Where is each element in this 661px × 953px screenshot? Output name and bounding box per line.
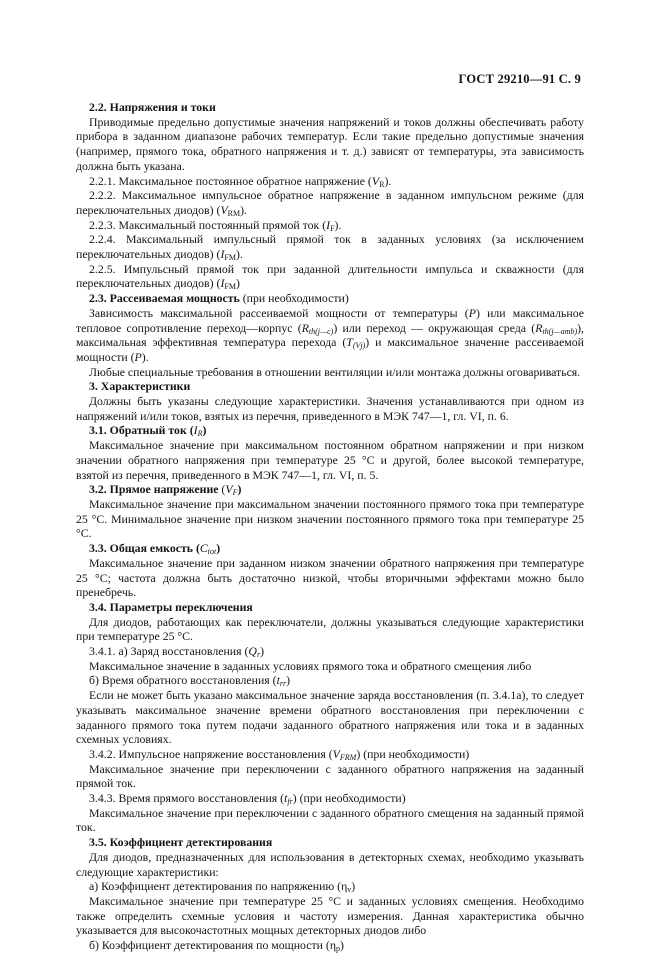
section-3-2-title: 3.2. Прямое напряжение $(V_F)$ [89,482,242,498]
section-3-3-text: Максимальное значение при заданном низком значении обратного напряжения при температуре 25 °С; частота должна быть достаточно низкой, чтобы вторичными эффектами можно было пренебречь. [76,555,584,600]
item-3-4-1-a: 3.4.1. а) Заряд восстановления $(Q_r)$ [89,644,264,660]
page-header: ГОСТ 29210—91 С. 9 [458,72,581,86]
section-2-2-intro: Приводимые предельно допустимые значения напряжений и токов должны обеспечивать работу прибора в заданном диапазоне рабочих температур. Если такие предельно допустимые значения (например, прямого тока, обратного напряжения и т. д.) зависят от температуры, эта зависимость должна быть указана. [76,114,584,173]
section-3-intro: Должны быть указаны следующие характеристики. Значения устанавливаются при одном из напряжений и/или токов, взятых из перечня, приведенного в МЭК 747—1, гл. VI, п. 6. [76,394,584,423]
item-3-5-a: а) Коэффициент детектирования по напряжению $(\eta_v)$ [89,879,356,895]
section-3-5-title: 3.5. Коэффициент детектирования [89,835,273,850]
section-3-1-text: Максимальное значение при максимальном постоянном обратном напряжении и при низком значении обратного напряжения при температуре 25 °С и другой, более высокой температуре, взятой из перечня, приведенного в МЭК 747—1, гл. VI, п. 5. [76,438,584,482]
item-2-2-5: 2.2.5. Импульсный прямой ток при заданной длительности импульса и скважности (для переключательных диодов) $(I_{FM})$ [76,261,584,292]
item-3-4-3-desc: Максимальное значение при переключении с заданного обратного смещения на заданный прямой ток. [76,805,584,835]
item-3-4-2-desc: Максимальное значение при переключении с заданного обратного напряжения на заданный прямой ток. [76,761,584,791]
item-3-4-2: 3.4.2. Импульсное напряжение восстановления $(V_{FRM})$ (при необходимости) [89,746,470,762]
section-3-title: 3. Характеристики [89,379,191,394]
item-2-2-2: 2.2.2. Максимальное импульсное обратное напряжение в заданном импульсном режиме (для переключательных диодов) $(V_{RM})$. [76,188,584,218]
section-2-3-title: 2.3. Рассеиваемая мощность (при необходимости) [89,291,349,306]
document-body [76,100,584,953]
item-2-2-4: 2.2.4. Максимальный импульсный прямой ток в заданных условиях (за исключением переключательных диодов) $(I_{FM})$. [76,232,584,263]
section-3-5-intro: Для диодов, предназначенных для использования в детекторных схемах, необходимо указывать следующие характеристики: [76,849,584,879]
item-2-2-3: 2.2.3. Максимальный постоянный прямой ток $(I_F)$. [89,217,342,233]
section-2-2-title: 2.2. Напряжения и токи [89,100,216,114]
item-3-4-1-a-desc: Максимальное значение в заданных условиях прямого тока и обратного смещения либо [89,658,532,673]
section-3-3-title: 3.3. Общая емкость $(C_{tot})$ [89,541,221,557]
section-3-4-title: 3.4. Параметры переключения [89,599,253,614]
item-3-5-a-desc: Максимальное значение при температуре 25 °С и заданных условиях смещения. Необходимо также определить схемные условия и частоту измерения. Данная характеристика обычно указывается для высокочастотных мощных детекторных диодов либо [76,893,584,938]
section-3-2-text: Максимальное значение при максимальном значении постоянного прямого тока при температуре 25 °С. Минимальное значение при низком значении постоянного прямого тока при температуре 25 °С. [76,496,584,541]
item-2-2-1: 2.2.1. Максимальное постоянное обратное напряжение $(V_R)$. [89,173,392,189]
section-3-4-intro: Для диодов, работающих как переключатели, должны указываться следующие характеристики при температуре 25 °С. [76,614,584,644]
item-3-4-3: 3.4.3. Время прямого восстановления $(t_{fr})$ (при необходимости) [89,791,406,807]
item-3-5-b: б) Коэффициент детектирования по мощности $(\eta_p)$ [89,938,344,953]
item-3-4-1-b-desc: Если не может быть указано максимальное значение заряда восстановления (п. 3.4.1а), то следует указывать максимальное значение времени обратного восстановления при переключении с заданного прямого тока путем подачи заданного обратного напряжения или тока и в заданных схемных условиях. [76,688,584,747]
item-3-4-1-b: б) Время обратного восстановления $(t_{rr})$ [89,673,291,689]
section-2-3-text: Зависимость максимальной рассеиваемой мощности от температуры (P) или максимальное тепловое сопротивление переход—корпус $(R_{th(j—c)})$ или переход — окружающая среда $(R_{th(j—amb)})$, максимальная эффективная температура перехода $(T_{(Vj)})$ и максимальное значение рассеиваемой мощности (P). [76,305,584,364]
section-3-1-title: 3.1. Обратный ток $(I_R)$ [89,423,207,439]
section-2-3-note: Любые специальные требования в отношении вентиляции и/или монтажа должны оговариваться. [89,364,581,379]
